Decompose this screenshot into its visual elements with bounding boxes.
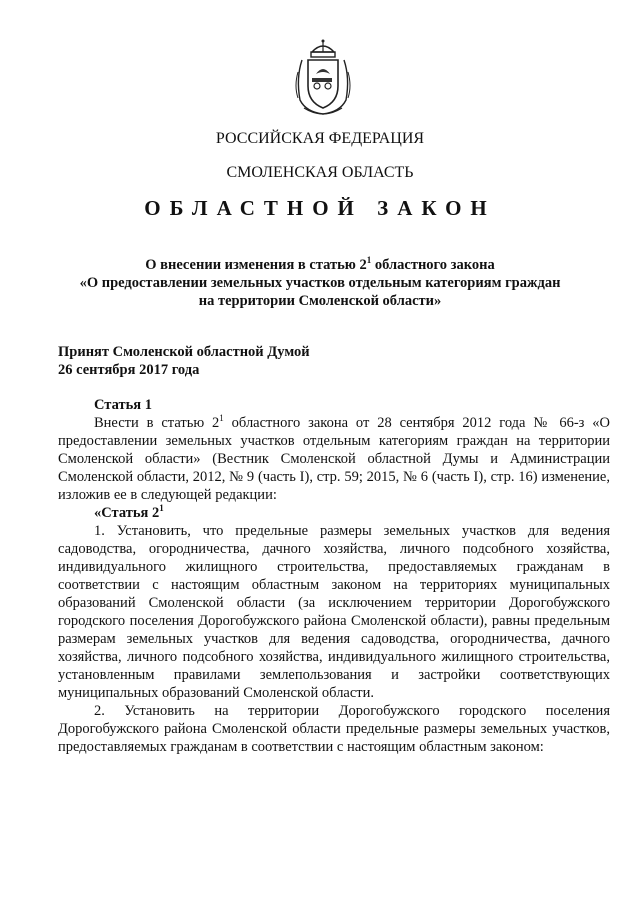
article-1-text: Внести в статью $2^1$ областного закона от 28 сентября 2012 года № 66-з «О предоставлении земельных участков отдельным категориям граждан на территории Смоленской области» (Вестник Смоленской областной Думы и Администрации Смоленской области, 2012, № 9 (часть I), стр. 59; 2015, № 6 (часть I), стр. 16) изменение, изложив ее в следующей редакции: — [58, 413, 610, 503]
adopted-by: Принят Смоленской областной Думой — [58, 344, 310, 360]
subtitle-line-3: на территории Смоленской области» — [198, 293, 442, 309]
coat-of-arms-emblem — [292, 38, 354, 118]
article-2-paragraph-1: 1. Установить, что предельные размеры земельных участков для ведения садоводства, огородничества, дачного хозяйства, личного подсобного хозяйства, индивидуального жилищного строительства, предоставляемых гражданам в соответствии с настоящим областным законом на территориях муниципальных образований Смоленской области (за исключением территории Дорогобужского городского поселения Дорогобужского района Смоленской области), равны предельным размерам земельных участков для ведения садоводства, огородничества, дачного хозяйства, личного подсобного хозяйства, индивидуального жилищного строительства, установленным правилами землепользования и застройки соответствующих муниципальных образований Смоленской области. — [58, 523, 610, 701]
country-name: РОССИЙСКАЯ ФЕДЕРАЦИЯ — [215, 130, 425, 147]
article-1-heading: Статья 1 — [94, 397, 152, 413]
region-name: СМОЛЕНСКАЯ ОБЛАСТЬ — [226, 164, 414, 181]
document-type-title: ОБЛАСТНОЙ ЗАКОН — [144, 196, 496, 220]
article-2-heading: «Статья $2^1$ — [94, 503, 164, 521]
adopted-date: 26 сентября 2017 года — [58, 362, 200, 378]
subtitle-line-1: О внесении изменения в статью $2^1$ областного закона — [145, 255, 495, 273]
law-subtitle — [0, 256, 640, 310]
article-2-paragraph-2: 2. Установить на территории Дорогобужского городского поселения Дорогобужского района Смоленской области предельные размеры земельных участков, предоставляемых гражданам в соответствии с настоящим областным законом: — [58, 703, 610, 755]
subtitle-line-2: «О предоставлении земельных участков отдельным категориям граждан — [79, 275, 561, 291]
law-body — [58, 396, 610, 756]
adoption-info — [58, 343, 310, 379]
